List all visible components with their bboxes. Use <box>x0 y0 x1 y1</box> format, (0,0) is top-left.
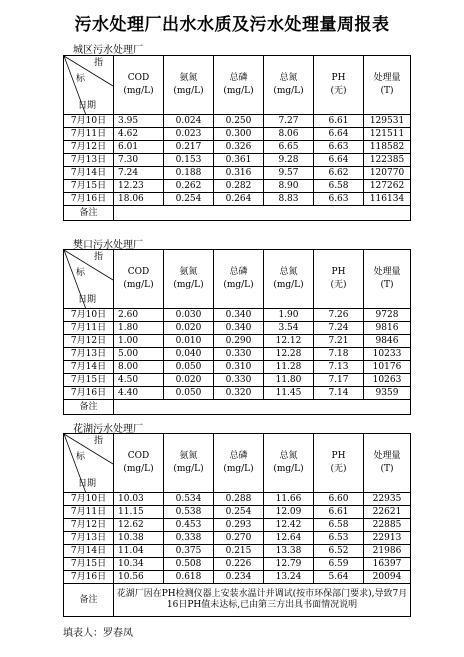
tn-cell: 11.45 <box>264 387 314 400</box>
table-row <box>64 506 411 519</box>
column-unit: (mg/L) <box>173 86 204 96</box>
tn-cell: 11.28 <box>264 361 314 374</box>
date-cell: 7月12日 <box>64 141 114 154</box>
nh3-cell: 0.254 <box>164 193 214 206</box>
table-row <box>64 493 411 506</box>
ph-cell: 6.53 <box>314 532 364 545</box>
table-row <box>64 374 411 387</box>
corner-header-cell <box>64 56 114 115</box>
cod-cell: 18.06 <box>114 193 164 206</box>
date-cell: 7月10日 <box>64 309 114 322</box>
volume-cell: 122385 <box>364 154 411 167</box>
nh3-cell: 0.024 <box>164 115 214 128</box>
tn-cell: 12.42 <box>264 519 314 532</box>
column-unit: (mg/L) <box>223 86 254 96</box>
nh3-cell: 0.010 <box>164 335 214 348</box>
column-name: 氨氮 <box>179 451 198 461</box>
tp-cell: 0.226 <box>214 558 264 571</box>
nh3-cell: 0.262 <box>164 180 214 193</box>
nh3-cell: 0.020 <box>164 322 214 335</box>
column-header <box>164 56 214 115</box>
volume-cell: 20094 <box>364 571 411 584</box>
form-filler: 填表人：罗春凤 <box>63 628 133 639</box>
tp-cell: 0.310 <box>214 361 264 374</box>
column-name: 总磷 <box>229 267 248 277</box>
ph-cell: 6.64 <box>314 128 364 141</box>
cod-cell: 12.23 <box>114 180 164 193</box>
note-row <box>64 584 411 617</box>
tp-cell: 0.250 <box>214 115 264 128</box>
nh3-cell: 0.020 <box>164 374 214 387</box>
report-table-chengqu <box>63 55 411 221</box>
column-header <box>114 434 164 493</box>
column-name: COD <box>127 73 150 83</box>
date-cell: 7月15日 <box>64 374 114 387</box>
ph-cell: 7.21 <box>314 335 364 348</box>
column-unit: (mg/L) <box>173 464 204 474</box>
date-cell: 7月11日 <box>64 322 114 335</box>
cod-cell: 10.38 <box>114 532 164 545</box>
nh3-cell: 0.188 <box>164 167 214 180</box>
column-header <box>314 56 364 115</box>
volume-cell: 22913 <box>364 532 411 545</box>
volume-cell: 10176 <box>364 361 411 374</box>
cod-cell: 12.62 <box>114 519 164 532</box>
cod-cell: 5.00 <box>114 348 164 361</box>
cod-cell: 1.80 <box>114 322 164 335</box>
ph-cell: 6.63 <box>314 141 364 154</box>
cod-cell: 11.04 <box>114 545 164 558</box>
nh3-cell: 0.534 <box>164 493 214 506</box>
ph-cell: 6.52 <box>314 545 364 558</box>
table-row <box>64 387 411 400</box>
tn-cell: 8.83 <box>264 193 314 206</box>
report-table-fankou <box>63 249 411 415</box>
column-unit: (T) <box>380 464 394 474</box>
volume-cell: 22621 <box>364 506 411 519</box>
tn-cell: 1.90 <box>264 309 314 322</box>
tp-cell: 0.340 <box>214 309 264 322</box>
nh3-cell: 0.040 <box>164 348 214 361</box>
date-cell: 7月12日 <box>64 335 114 348</box>
date-cell: 7月13日 <box>64 532 114 545</box>
tn-cell: 8.06 <box>264 128 314 141</box>
corner-label-top: 指 <box>94 58 104 68</box>
date-cell: 7月12日 <box>64 519 114 532</box>
column-name: COD <box>127 267 150 277</box>
column-unit: (mg/L) <box>273 86 304 96</box>
note-label: 备注 <box>64 584 114 617</box>
column-header <box>114 56 164 115</box>
cod-cell: 10.56 <box>114 571 164 584</box>
tn-cell: 8.90 <box>264 180 314 193</box>
volume-cell: 16397 <box>364 558 411 571</box>
volume-cell: 9816 <box>364 322 411 335</box>
volume-cell: 9728 <box>364 309 411 322</box>
column-header <box>214 250 264 309</box>
column-name: PH <box>331 267 346 277</box>
volume-cell: 116134 <box>364 193 411 206</box>
cod-cell: 1.00 <box>114 335 164 348</box>
nh3-cell: 0.453 <box>164 519 214 532</box>
corner-label-bottom: 日期 <box>78 295 97 305</box>
nh3-cell: 0.338 <box>164 532 214 545</box>
column-name: 处理量 <box>373 451 401 461</box>
tp-cell: 0.293 <box>214 519 264 532</box>
tp-cell: 0.234 <box>214 571 264 584</box>
column-header <box>114 250 164 309</box>
section-label: 樊口污水处理厂 <box>73 240 143 251</box>
ph-cell: 6.60 <box>314 493 364 506</box>
cod-cell: 4.50 <box>114 374 164 387</box>
date-cell: 7月10日 <box>64 493 114 506</box>
tp-cell: 0.215 <box>214 545 264 558</box>
section-label: 城区污水处理厂 <box>73 45 143 56</box>
nh3-cell: 0.050 <box>164 361 214 374</box>
tp-cell: 0.320 <box>214 387 264 400</box>
corner-label-top: 指 <box>94 436 104 446</box>
table-row <box>64 571 411 584</box>
table-row <box>64 322 411 335</box>
column-header <box>364 250 411 309</box>
date-cell: 7月16日 <box>64 387 114 400</box>
nh3-cell: 0.217 <box>164 141 214 154</box>
cod-cell: 7.24 <box>114 167 164 180</box>
corner-label-bottom: 日期 <box>78 101 97 111</box>
nh3-cell: 0.153 <box>164 154 214 167</box>
date-cell: 7月13日 <box>64 348 114 361</box>
tp-cell: 0.254 <box>214 506 264 519</box>
column-unit: (无) <box>330 464 347 474</box>
volume-cell: 118582 <box>364 141 411 154</box>
table-row <box>64 335 411 348</box>
table-row <box>64 348 411 361</box>
column-header <box>164 250 214 309</box>
ph-cell: 7.18 <box>314 348 364 361</box>
volume-cell: 22885 <box>364 519 411 532</box>
ph-cell: 6.61 <box>314 115 364 128</box>
note-row <box>64 400 411 415</box>
table-row <box>64 154 411 167</box>
tn-cell: 6.65 <box>264 141 314 154</box>
date-cell: 7月11日 <box>64 128 114 141</box>
column-unit: (无) <box>330 86 347 96</box>
table-row <box>64 115 411 128</box>
ph-cell: 6.59 <box>314 558 364 571</box>
column-header <box>264 56 314 115</box>
table-header-row <box>64 250 411 309</box>
ph-cell: 7.24 <box>314 322 364 335</box>
tp-cell: 0.270 <box>214 532 264 545</box>
volume-cell: 129531 <box>364 115 411 128</box>
table-row <box>64 141 411 154</box>
cod-cell: 4.40 <box>114 387 164 400</box>
column-name: 总磷 <box>229 73 248 83</box>
ph-cell: 5.64 <box>314 571 364 584</box>
column-unit: (mg/L) <box>273 280 304 290</box>
column-name: 处理量 <box>373 267 401 277</box>
column-header <box>264 250 314 309</box>
column-header <box>264 434 314 493</box>
tn-cell: 9.57 <box>264 167 314 180</box>
column-unit: (T) <box>380 86 394 96</box>
column-name: 总氮 <box>279 267 298 277</box>
tn-cell: 12.28 <box>264 348 314 361</box>
volume-cell: 127262 <box>364 180 411 193</box>
nh3-cell: 0.618 <box>164 571 214 584</box>
cod-cell: 10.03 <box>114 493 164 506</box>
column-unit: (T) <box>380 280 394 290</box>
nh3-cell: 0.508 <box>164 558 214 571</box>
ph-cell: 6.62 <box>314 167 364 180</box>
report-title: 污水处理厂出水水质及污水处理量周报表 <box>74 15 390 35</box>
tp-cell: 0.330 <box>214 374 264 387</box>
tp-cell: 0.326 <box>214 141 264 154</box>
date-cell: 7月16日 <box>64 193 114 206</box>
table-row <box>64 361 411 374</box>
date-cell: 7月11日 <box>64 506 114 519</box>
tp-cell: 0.288 <box>214 493 264 506</box>
ph-cell: 6.64 <box>314 154 364 167</box>
corner-label-bottom: 日期 <box>78 479 97 489</box>
date-cell: 7月15日 <box>64 558 114 571</box>
date-cell: 7月10日 <box>64 115 114 128</box>
cod-cell: 4.62 <box>114 128 164 141</box>
volume-cell: 10233 <box>364 348 411 361</box>
table-row <box>64 545 411 558</box>
tp-cell: 0.264 <box>214 193 264 206</box>
column-header <box>314 434 364 493</box>
tn-cell: 12.09 <box>264 506 314 519</box>
table-header-row <box>64 434 411 493</box>
ph-cell: 6.58 <box>314 180 364 193</box>
column-header <box>214 434 264 493</box>
ph-cell: 6.58 <box>314 519 364 532</box>
column-name: PH <box>331 73 346 83</box>
volume-cell: 21986 <box>364 545 411 558</box>
table-row <box>64 532 411 545</box>
note-text <box>114 400 411 415</box>
table-row <box>64 128 411 141</box>
cod-cell: 11.15 <box>114 506 164 519</box>
tp-cell: 0.361 <box>214 154 264 167</box>
note-label: 备注 <box>64 400 114 415</box>
table-header-row <box>64 56 411 115</box>
date-cell: 7月15日 <box>64 180 114 193</box>
date-cell: 7月14日 <box>64 361 114 374</box>
tn-cell: 12.12 <box>264 335 314 348</box>
cod-cell: 2.60 <box>114 309 164 322</box>
corner-label-mid: 标 <box>76 268 86 278</box>
note-row <box>64 206 411 221</box>
table-row <box>64 193 411 206</box>
tp-cell: 0.330 <box>214 348 264 361</box>
cod-cell: 3.95 <box>114 115 164 128</box>
section-label: 花湖污水处理厂 <box>73 424 143 435</box>
ph-cell: 7.13 <box>314 361 364 374</box>
column-header <box>214 56 264 115</box>
nh3-cell: 0.030 <box>164 309 214 322</box>
date-cell: 7月16日 <box>64 571 114 584</box>
tp-cell: 0.340 <box>214 322 264 335</box>
column-header <box>364 56 411 115</box>
column-name: 氨氮 <box>179 73 198 83</box>
date-cell: 7月14日 <box>64 167 114 180</box>
tn-cell: 12.64 <box>264 532 314 545</box>
tn-cell: 11.66 <box>264 493 314 506</box>
column-name: 总氮 <box>279 73 298 83</box>
column-header <box>364 434 411 493</box>
nh3-cell: 0.023 <box>164 128 214 141</box>
ph-cell: 7.26 <box>314 309 364 322</box>
cod-cell: 8.00 <box>114 361 164 374</box>
corner-label-mid: 标 <box>76 74 86 84</box>
column-unit: (mg/L) <box>173 280 204 290</box>
column-name: 总氮 <box>279 451 298 461</box>
column-name: 总磷 <box>229 451 248 461</box>
volume-cell: 121511 <box>364 128 411 141</box>
date-cell: 7月13日 <box>64 154 114 167</box>
column-unit: (无) <box>330 280 347 290</box>
volume-cell: 9846 <box>364 335 411 348</box>
report-table-huahu <box>63 433 411 617</box>
tn-cell: 9.28 <box>264 154 314 167</box>
note-text: 花湖厂因在PH检测仪器上安装水温计并调试(按市环保部门要求),导致7月16日PH值未达标,已由第三方出具书面情况说明 <box>114 584 411 617</box>
tp-cell: 0.300 <box>214 128 264 141</box>
table-row <box>64 167 411 180</box>
volume-cell: 10263 <box>364 374 411 387</box>
tn-cell: 7.27 <box>264 115 314 128</box>
cod-cell: 10.34 <box>114 558 164 571</box>
corner-header-cell <box>64 250 114 309</box>
column-unit: (mg/L) <box>273 464 304 474</box>
date-cell: 7月14日 <box>64 545 114 558</box>
nh3-cell: 0.050 <box>164 387 214 400</box>
tn-cell: 3.54 <box>264 322 314 335</box>
tp-cell: 0.282 <box>214 180 264 193</box>
column-unit: (mg/L) <box>123 86 154 96</box>
column-header <box>314 250 364 309</box>
column-name: 氨氮 <box>179 267 198 277</box>
tn-cell: 11.80 <box>264 374 314 387</box>
tp-cell: 0.316 <box>214 167 264 180</box>
column-unit: (mg/L) <box>223 464 254 474</box>
volume-cell: 22935 <box>364 493 411 506</box>
corner-label-top: 指 <box>94 252 104 262</box>
tn-cell: 13.38 <box>264 545 314 558</box>
cod-cell: 6.01 <box>114 141 164 154</box>
tn-cell: 12.79 <box>264 558 314 571</box>
cod-cell: 7.30 <box>114 154 164 167</box>
note-label: 备注 <box>64 206 114 221</box>
ph-cell: 6.63 <box>314 193 364 206</box>
note-text <box>114 206 411 221</box>
ph-cell: 7.17 <box>314 374 364 387</box>
column-name: 处理量 <box>373 73 401 83</box>
corner-label-mid: 标 <box>76 452 86 462</box>
tp-cell: 0.290 <box>214 335 264 348</box>
nh3-cell: 0.538 <box>164 506 214 519</box>
corner-header-cell <box>64 434 114 493</box>
volume-cell: 120770 <box>364 167 411 180</box>
column-name: PH <box>331 451 346 461</box>
column-header <box>164 434 214 493</box>
column-unit: (mg/L) <box>123 280 154 290</box>
volume-cell: 9359 <box>364 387 411 400</box>
table-row <box>64 309 411 322</box>
table-row <box>64 180 411 193</box>
nh3-cell: 0.375 <box>164 545 214 558</box>
column-unit: (mg/L) <box>223 280 254 290</box>
ph-cell: 7.14 <box>314 387 364 400</box>
column-name: COD <box>127 451 150 461</box>
table-row <box>64 519 411 532</box>
table-row <box>64 558 411 571</box>
tn-cell: 13.24 <box>264 571 314 584</box>
ph-cell: 6.61 <box>314 506 364 519</box>
column-unit: (mg/L) <box>123 464 154 474</box>
